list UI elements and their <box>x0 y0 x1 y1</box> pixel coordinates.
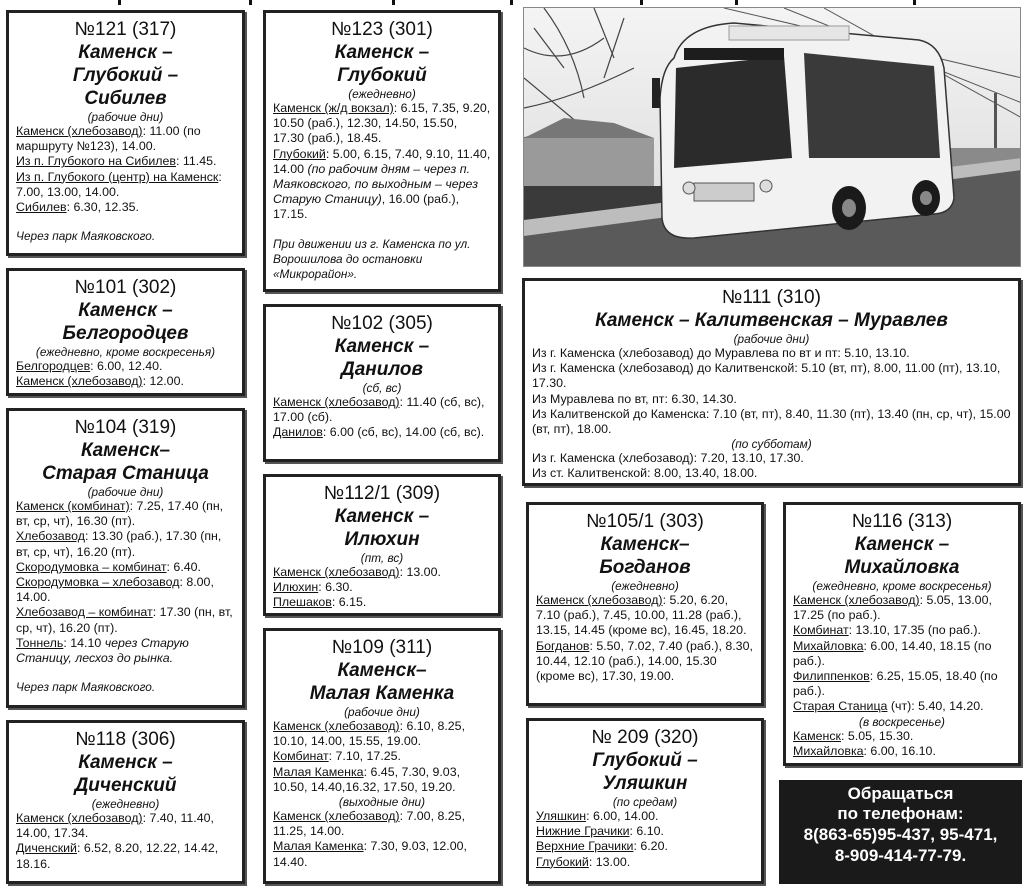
schedule-line: Каменск (хлебозавод): 7.40, 11.40, 14.00, 17.34. <box>16 811 214 841</box>
route-number: №111 (310) <box>722 287 821 308</box>
schedule-line: Глубокий: 5.00, 6.15, 7.40, 9.10, 11.40, 14.00 (по рабочим дням – через п. Маяковского, по выходным – через Старую Станицу), 16.00 (раб.), 17.15. <box>273 146 491 222</box>
route-comment: При движении из г. Каменска по ул. Ворошилова до остановки «Микрорайон». <box>273 236 471 282</box>
schedule-line: Хлебозавод – комбинат: 17.30 (пн, вт, ср, чт), 16.20 (пт). <box>16 605 233 635</box>
contact-phones-block <box>779 780 1022 884</box>
route-days-note: (по субботам) <box>731 437 812 452</box>
schedule-line: Из г. Каменска (хлебозавод) до Калитвенской: 5.10 (вт, пт), 8.00, 11.00 (пт), 13.10, 17.30. <box>532 361 1001 391</box>
schedule-line: Каменск (ж/д вокзал): 6.15, 7.35, 9.20, 10.50 (раб.), 12.30, 14.50, 15.50, 17.30 (раб.), 18.45. <box>273 101 491 146</box>
route-days-note: (рабочие дни) <box>87 110 164 124</box>
route-title-line: Каменск– <box>337 660 427 681</box>
route-number: № 209 (320) <box>591 727 699 748</box>
phone-number: 8-909-414-77-79. <box>834 846 967 865</box>
route-days-note: (ежедневно) <box>348 87 416 101</box>
route-title-line: Каменск – Калитвенская – Муравлев <box>595 310 948 331</box>
route-number: №104 (319) <box>74 417 177 438</box>
schedule-line: Из Калитвенской до Каменска: 7.10 (вт, пт), 8.40, 11.30 (пт), 13.40 (пн, ср, чт), 15.00 (вт, пт), 18.00. <box>532 406 1011 437</box>
schedule-line: Каменск (хлебозавод): 5.20, 6.20, 7.10 (раб.), 7.45, 10.00, 11.28 (раб.), 13.15, 14.45 (кроме вс), 16.45, 18.20. <box>536 593 747 638</box>
route-number: №123 (301) <box>331 19 433 40</box>
schedule-line: Из ст. Калитвенской: 8.00, 13.40, 18.00. <box>532 466 758 481</box>
schedule-line: Хлебозавод: 13.30 (раб.), 17.30 (пн, вт, ср, чт), 16.20 (пт). <box>16 529 222 559</box>
route-days-note: (рабочие дни) <box>87 485 164 499</box>
bus-photo-icon <box>524 8 1021 267</box>
schedule-line: Каменск (хлебозавод): 7.00, 8.25, 11.25, 14.00. <box>273 809 466 839</box>
route-109-card <box>263 628 501 884</box>
route-days-note: (ежедневно) <box>611 579 679 593</box>
schedule-line: Из г. Каменска (хлебозавод) до Муравлева по вт и пт: 5.10, 13.10. <box>532 346 910 360</box>
schedule-line: Каменск (хлебозавод): 11.40 (сб, вс), 17.00 (сб). <box>273 395 485 425</box>
route-101-card <box>6 268 245 396</box>
route-days-note: (ежедневно, кроме воскресенья) <box>35 345 216 359</box>
route-days-note: (рабочие дни) <box>733 332 810 346</box>
route-105-1-card <box>526 502 764 706</box>
route-comment: Через парк Маяковского. <box>16 229 156 244</box>
schedule-line: Скородумовка – комбинат: 6.40. <box>16 559 201 574</box>
route-121-card <box>6 10 245 256</box>
route-days-note: (выходные дни) <box>338 795 426 810</box>
schedule-line: Каменск (комбинат): 7.25, 17.40 (пн, вт, ср, чт), 16.30 (пт). <box>16 499 224 529</box>
schedule-line: Сибилев: 6.30, 12.35. <box>16 200 139 215</box>
phone-number: 8(863-65)95-437, 95-471, <box>803 825 998 844</box>
route-title-line: Каменск – <box>78 42 173 63</box>
route-title-line: Каменск – <box>78 300 173 321</box>
route-days-note: (пт, вс) <box>360 551 404 565</box>
route-days-note: (рабочие дни) <box>344 705 420 719</box>
schedule-line: Комбинат: 13.10, 17.35 (по раб.). <box>793 623 981 638</box>
schedule-line: Каменск (хлебозавод): 13.00. <box>273 565 441 579</box>
route-title-line: Каменск – <box>78 752 173 773</box>
schedule-line: Диченский: 6.52, 8.20, 12.22, 14.42, 18.16. <box>16 841 219 871</box>
schedule-line: Данилов: 6.00 (сб, вс), 14.00 (сб, вс). <box>273 425 485 440</box>
route-116-card <box>783 502 1021 766</box>
schedule-line: Каменск (хлебозавод): 12.00. <box>16 374 184 389</box>
route-title-line: Старая Станица <box>42 463 209 484</box>
schedule-line: Малая Каменка: 6.45, 7.30, 9.03, 10.50, 14.40,16.32, 17.50, 19.20. <box>273 764 461 794</box>
route-123-card <box>263 10 501 292</box>
route-comment: Через парк Маяковского. <box>16 680 156 695</box>
schedule-line: Из Муравлева по вт, пт: 6.30, 14.30. <box>532 391 737 406</box>
schedule-line: Илюхин: 6.30. <box>273 580 353 595</box>
route-209-card <box>526 718 764 884</box>
route-number: №118 (306) <box>75 729 176 750</box>
route-title-line: Каменск– <box>600 534 690 555</box>
schedule-line: Тоннель: 14.10 через Старую Станицу, лесхоз до рынка. <box>16 635 189 666</box>
route-number: №102 (305) <box>331 313 433 334</box>
schedule-line: Богданов: 5.50, 7.02, 7.40 (раб.), 8.30, 10.44, 12.10 (раб.), 14.00, 15.30 (кроме вс), 17.30, 19.00. <box>536 638 753 684</box>
route-number: №105/1 (303) <box>586 511 704 532</box>
schedule-line: Скородумовка – хлебозавод: 8.00, 14.00. <box>16 575 214 605</box>
route-112-1-card <box>263 474 501 616</box>
schedule-line: Малая Каменка: 7.30, 9.03, 12.00, 14.40. <box>273 839 467 869</box>
schedule-line: Комбинат: 7.10, 17.25. <box>273 749 401 764</box>
schedule-line: Каменск (хлебозавод): 5.05, 13.00, 17.25 (по раб.). <box>793 593 992 623</box>
schedule-line: Верхние Грачики: 6.20. <box>536 839 668 854</box>
route-title-line: Глубокий – <box>592 750 698 771</box>
schedule-line: Из п. Глубокого (центр) на Каменск: 7.00, 13.00, 14.00. <box>16 169 222 199</box>
route-title-line: Богданов <box>599 557 691 578</box>
schedule-line: Плешаков: 6.15. <box>273 595 367 610</box>
route-118-card <box>6 720 245 884</box>
schedule-line: Каменск (хлебозавод): 11.00 (по маршруту №123), 14.00. <box>16 124 201 154</box>
route-title-line: Белгородцев <box>62 323 189 344</box>
schedule-line: Старая Станица (чт): 5.40, 14.20. <box>793 699 984 714</box>
route-number: №112/1 (309) <box>323 483 441 504</box>
schedule-line: Нижние Грачики: 6.10. <box>536 824 664 839</box>
bus-photo <box>523 7 1021 267</box>
route-title-line: Каменск– <box>80 440 171 461</box>
route-title-line: Каменск – <box>334 506 430 527</box>
route-title-line: Каменск – <box>334 42 430 63</box>
route-title-line: Каменск – <box>854 534 950 555</box>
schedule-line: Каменск (хлебозавод): 6.10, 8.25, 10.10, 14.00, 15.55, 19.00. <box>273 719 466 749</box>
schedule-line: Из г. Каменска (хлебозавод): 7.20, 13.10, 17.30. <box>532 451 804 466</box>
route-title-line: Каменск – <box>334 336 430 357</box>
schedule-line: Филиппенков: 6.25, 15.05, 18.40 (по раб.). <box>793 669 998 699</box>
schedule-line: Михайловка: 6.00, 14.40, 18.15 (по раб.). <box>793 638 992 668</box>
schedule-line: Глубокий: 13.00. <box>536 854 631 869</box>
route-number: №109 (311) <box>331 637 433 658</box>
route-days-note: (ежедневно) <box>91 797 160 811</box>
contact-heading: Обращаться <box>847 784 954 803</box>
schedule-line: Уляшкин: 6.00, 14.00. <box>536 809 659 823</box>
schedule-line: Белгородцев: 6.00, 12.40. <box>16 359 163 373</box>
schedule-line: Из п. Глубокого на Сибилев: 11.45. <box>16 154 217 169</box>
route-number: №101 (302) <box>74 277 177 298</box>
route-title-line: Малая Каменка <box>309 683 455 704</box>
route-title-line: Илюхин <box>344 529 420 550</box>
contact-subheading: по телефонам: <box>837 804 964 823</box>
route-title-line: Глубокий – <box>72 65 179 86</box>
route-102-card <box>263 304 501 462</box>
route-title-line: Михайловка <box>844 557 960 578</box>
route-title-line: Сибилев <box>84 88 167 109</box>
schedule-line: Михайловка: 6.00, 16.10. <box>793 743 936 758</box>
route-title-line: Уляшкин <box>602 773 688 794</box>
route-number: №116 (313) <box>851 511 953 532</box>
route-days-note: (в воскресенье) <box>859 714 945 729</box>
schedule-line: Каменск: 5.05, 15.30. <box>793 728 914 743</box>
route-104-card <box>6 408 245 708</box>
route-title-line: Глубокий <box>337 65 427 86</box>
top-edge-marks <box>0 0 1024 6</box>
route-title-line: Данилов <box>340 359 424 380</box>
route-number: №121 (317) <box>74 19 177 40</box>
route-days-note: (сб, вс) <box>362 381 402 395</box>
route-days-note: (ежедневно, кроме воскресенья) <box>812 579 992 593</box>
route-days-note: (по средам) <box>612 795 678 809</box>
route-111-card <box>522 278 1021 486</box>
route-title-line: Диченский <box>74 775 177 796</box>
